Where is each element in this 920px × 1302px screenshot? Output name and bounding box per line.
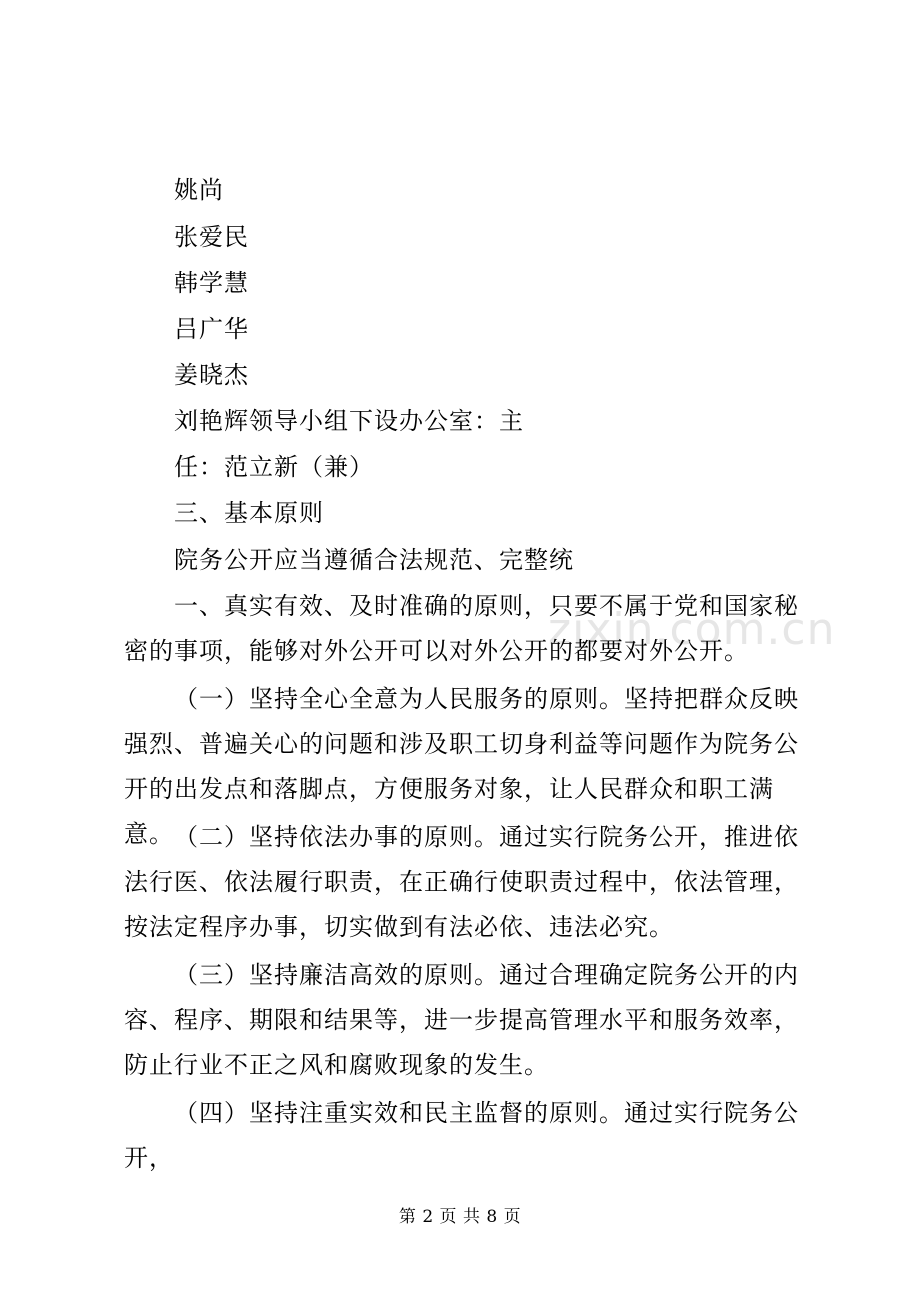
section-heading: 三、基本原则 [174, 499, 324, 527]
principle-item-1: （一）坚持全心全意为人民服务的原则。坚持把群众反映强烈、普遍关心的问题和涉及职工切身利益等问题作为院务公开的出发点和落脚点，方便服务对象，让人民群众和职工满意。 [124, 685, 799, 848]
name-line: 张爱民 [174, 223, 249, 251]
name-line: 姜晓杰 [174, 361, 249, 389]
name-line: 吕广华 [174, 315, 249, 343]
principle-one-paragraph: 一、真实有效、及时准确的原则，只要不属于党和国家秘密的事项，能够对外公开可以对外公开的都要对外公开。 [124, 592, 799, 665]
name-line: 韩学慧 [174, 269, 249, 297]
watermark: zixin.com.cn [548, 604, 836, 655]
page-footer: 第 2 页 共 8 页 [398, 1207, 522, 1227]
principle-intro: 院务公开应当遵循合法规范、完整统 [174, 546, 574, 574]
principle-item-2: （二）坚持依法办事的原则。通过实行院务公开，推进依法行医、依法履行职责，在正确行使职责过程中，依法管理，按法定程序办事，切实做到有法必依、违法必究。 [124, 823, 799, 941]
director-line: 任：范立新（兼） [174, 453, 374, 481]
name-line: 姚尚 [174, 176, 224, 204]
principle-item-4: （四）坚持注重实效和民主监督的原则。通过实行院务公开， [124, 1099, 799, 1172]
principle-item-3: （三）坚持廉洁高效的原则。通过合理确定院务公开的内容、程序、期限和结果等，进一步提高管理水平和服务效率，防止行业不正之风和腐败现象的发生。 [124, 961, 799, 1079]
office-line: 刘艳辉领导小组下设办公室：主 [174, 407, 524, 435]
